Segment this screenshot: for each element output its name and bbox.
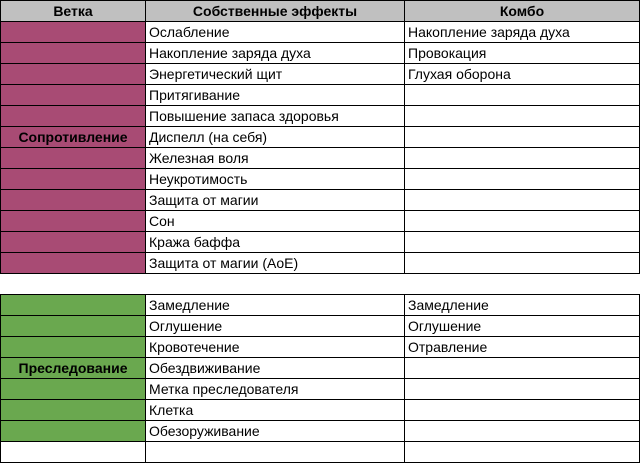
table-row xyxy=(1,421,640,442)
own-effect-cell[interactable]: Метка преследователя xyxy=(146,379,405,400)
combo-cell[interactable] xyxy=(405,211,640,232)
branch-cell[interactable] xyxy=(1,190,146,211)
combo-cell[interactable] xyxy=(405,190,640,211)
branch-cell[interactable] xyxy=(1,379,146,400)
branch-cell[interactable] xyxy=(1,106,146,127)
table-row xyxy=(1,295,640,316)
spacer-cell[interactable] xyxy=(405,274,640,295)
own-effect-cell[interactable]: Накопление заряда духа xyxy=(146,43,405,64)
combo-cell[interactable]: Глухая оборона xyxy=(405,64,640,85)
table-row xyxy=(1,253,640,274)
own-effect-cell[interactable]: Энергетический щит xyxy=(146,64,405,85)
own-effect-cell[interactable]: Кровотечение xyxy=(146,337,405,358)
combo-cell[interactable] xyxy=(405,127,640,148)
table-row xyxy=(1,211,640,232)
table-row xyxy=(1,169,640,190)
column-header-branch[interactable]: Ветка xyxy=(1,1,146,22)
own-effect-cell[interactable]: Ослабление xyxy=(146,22,405,43)
table-row xyxy=(1,148,640,169)
own-effect-cell[interactable]: Защита от магии xyxy=(146,190,405,211)
combo-cell[interactable]: Провокация xyxy=(405,43,640,64)
table-row xyxy=(1,400,640,421)
combo-cell[interactable] xyxy=(405,358,640,379)
branch-cell[interactable] xyxy=(1,337,146,358)
own-effect-cell[interactable]: Неукротимость xyxy=(146,169,405,190)
effects-table-body xyxy=(1,1,640,463)
table-row xyxy=(1,190,640,211)
branch-label-cell[interactable]: Преследование xyxy=(1,358,146,379)
combo-cell[interactable]: Замедление xyxy=(405,295,640,316)
table-row xyxy=(1,85,640,106)
combo-cell[interactable] xyxy=(405,148,640,169)
empty-cell[interactable] xyxy=(1,442,146,463)
combo-cell[interactable] xyxy=(405,253,640,274)
empty-cell[interactable] xyxy=(146,442,405,463)
combo-cell[interactable]: Накопление заряда духа xyxy=(405,22,640,43)
branch-cell[interactable] xyxy=(1,148,146,169)
own-effect-cell[interactable]: Кража баффа xyxy=(146,232,405,253)
table-row xyxy=(1,22,640,43)
table-row xyxy=(1,379,640,400)
combo-cell[interactable] xyxy=(405,232,640,253)
table-row xyxy=(1,106,640,127)
empty-cell[interactable] xyxy=(405,442,640,463)
branch-cell[interactable] xyxy=(1,232,146,253)
branch-cell[interactable] xyxy=(1,85,146,106)
branch-cell[interactable] xyxy=(1,43,146,64)
own-effect-cell[interactable]: Замедление xyxy=(146,295,405,316)
own-effect-cell[interactable]: Железная воля xyxy=(146,148,405,169)
own-effect-cell[interactable]: Обездвиживание xyxy=(146,358,405,379)
combo-cell[interactable] xyxy=(405,106,640,127)
branch-cell[interactable] xyxy=(1,64,146,85)
table-row xyxy=(1,316,640,337)
header-row xyxy=(1,1,640,22)
table-row xyxy=(1,64,640,85)
spacer-cell[interactable] xyxy=(146,274,405,295)
own-effect-cell[interactable]: Оглушение xyxy=(146,316,405,337)
combo-cell[interactable] xyxy=(405,379,640,400)
branch-cell[interactable] xyxy=(1,211,146,232)
own-effect-cell[interactable]: Обезоруживание xyxy=(146,421,405,442)
own-effect-cell[interactable]: Повышение запаса здоровья xyxy=(146,106,405,127)
combo-cell[interactable]: Отравление xyxy=(405,337,640,358)
column-header-own-effects[interactable]: Собственные эффекты xyxy=(146,1,405,22)
own-effect-cell[interactable]: Сон xyxy=(146,211,405,232)
combo-cell[interactable] xyxy=(405,169,640,190)
branch-cell[interactable] xyxy=(1,400,146,421)
column-header-combo[interactable]: Комбо xyxy=(405,1,640,22)
table-row xyxy=(1,43,640,64)
branch-label-cell[interactable]: Сопротивление xyxy=(1,127,146,148)
branch-cell[interactable] xyxy=(1,169,146,190)
own-effect-cell[interactable]: Притягивание xyxy=(146,85,405,106)
table-row xyxy=(1,127,640,148)
combo-cell[interactable] xyxy=(405,421,640,442)
branch-cell[interactable] xyxy=(1,253,146,274)
own-effect-cell[interactable]: Клетка xyxy=(146,400,405,421)
spacer-row xyxy=(1,274,640,295)
branch-cell[interactable] xyxy=(1,295,146,316)
branch-cell[interactable] xyxy=(1,316,146,337)
table-row xyxy=(1,358,640,379)
table-row xyxy=(1,232,640,253)
combo-cell[interactable] xyxy=(405,400,640,421)
combo-cell[interactable]: Оглушение xyxy=(405,316,640,337)
branch-cell[interactable] xyxy=(1,421,146,442)
branch-cell[interactable] xyxy=(1,22,146,43)
spacer-cell[interactable] xyxy=(1,274,146,295)
own-effect-cell[interactable]: Защита от магии (АоЕ) xyxy=(146,253,405,274)
own-effect-cell[interactable]: Диспелл (на себя) xyxy=(146,127,405,148)
table-row xyxy=(1,337,640,358)
empty-row xyxy=(1,442,640,463)
combo-cell[interactable] xyxy=(405,85,640,106)
